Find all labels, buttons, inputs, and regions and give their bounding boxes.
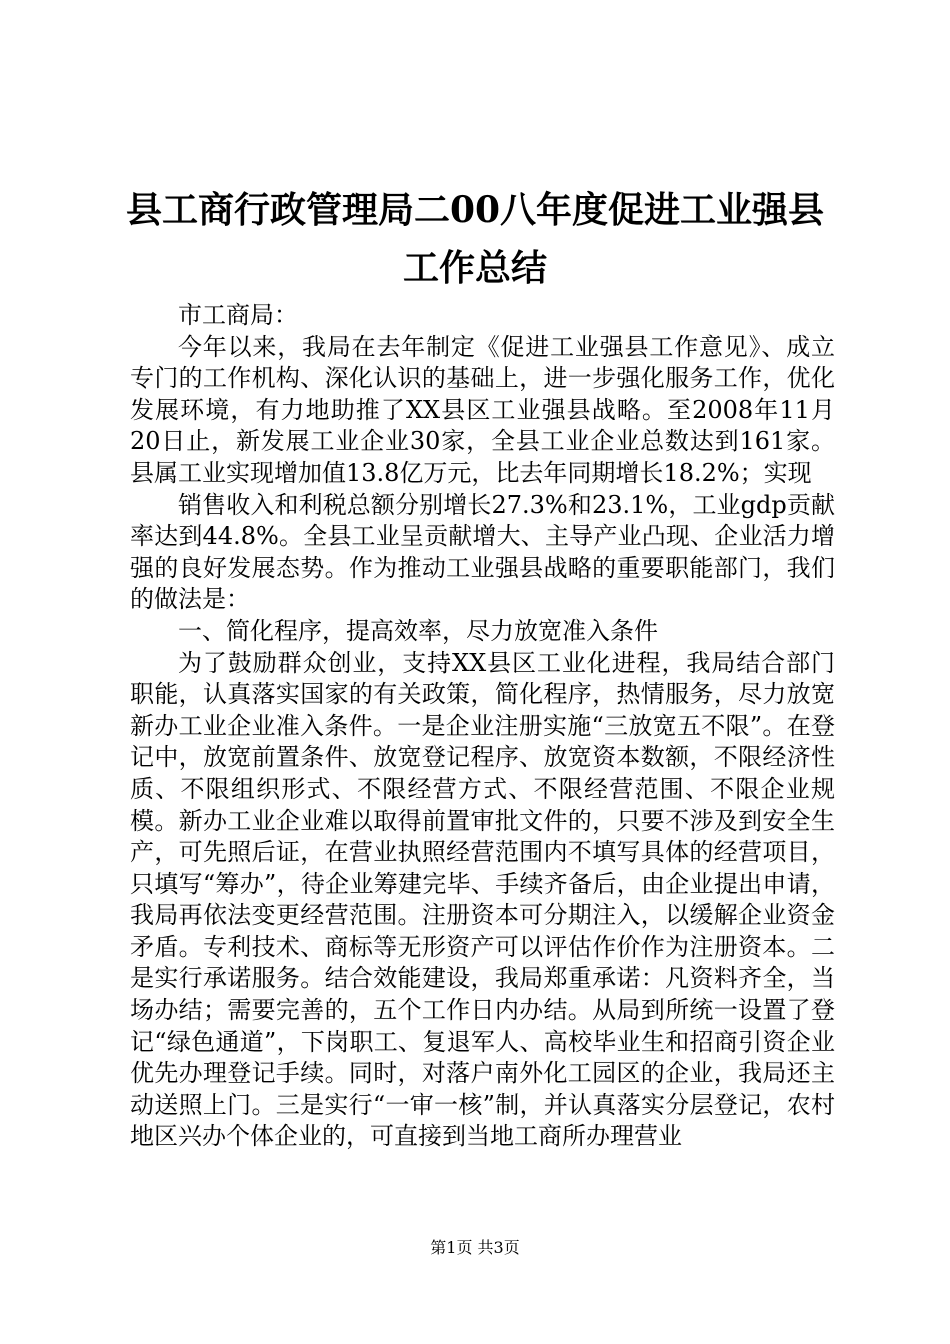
document-body [130,300,835,1153]
body-paragraph: 今年以来，我局在去年制定《促进工业强县工作意见》、成立专门的工作机构、深化认识的基础上，进一步强化服务工作，优化发展环境，有力地助推了XX县区工业强县战略。至2008年11月20日止，新发展工业企业30家，全县工业企业总数达到161家。县属工业实现增加值13.8亿万元，比去年同期增长18.2%；实现 [130,332,835,487]
document-title-line-2: 工作总结 [402,247,547,289]
section-heading: 一、简化程序，提高效率，尽力放宽准入条件 [178,616,658,645]
document-title-line-1: 县工商行政管理局二00八年度促进工业强县 [125,189,825,231]
body-paragraph: 为了鼓励群众创业，支持XX县区工业化进程，我局结合部门职能，认真落实国家的有关政策，简化程序，热情服务，尽力放宽新办工业企业准入条件。一是企业注册实施“三放宽五不限”。在登记中，放宽前置条件、放宽登记程序、放宽资本数额，不限经济性质、不限组织形式、不限经营方式、不限经营范围、不限企业规模。新办工业企业难以取得前置审批文件的，只要不涉及到安全生产，可先照后证，在营业执照经营范围内不填写具体的经营项目，只填写“筹办”，待企业筹建完毕、手续齐备后，由企业提出申请，我局再依法变更经营范围。注册资本可分期注入，以缓解企业资金矛盾。专利技术、商标等无形资产可以评估作价作为注册资本。二是实行承诺服务。结合效能建设，我局郑重承诺：凡资料齐全，当场办结；需要完善的，五个工作日内办结。从局到所统一设置了登记“绿色通道”，下岗职工、复退军人、高校毕业生和招商引资企业优先办理登记手续。同时，对落户南外化工园区的企业，我局还主动送照上门。三是实行“一审一核”制，并认真落实分层登记，农村地区兴办个体企业的，可直接到当地工商所办理营业 [130,648,835,1151]
body-paragraph: 销售收入和利税总额分别增长27.3%和23.1%，工业gdp贡献率达到44.8%。全县工业呈贡献增大、主导产业凸现、企业活力增强的良好发展态势。作为推动工业强县战略的重要职能部门，我们的做法是： [130,490,835,614]
page-footer: 第1页 共3页 [430,1238,520,1257]
salutation: 市工商局： [178,301,298,329]
